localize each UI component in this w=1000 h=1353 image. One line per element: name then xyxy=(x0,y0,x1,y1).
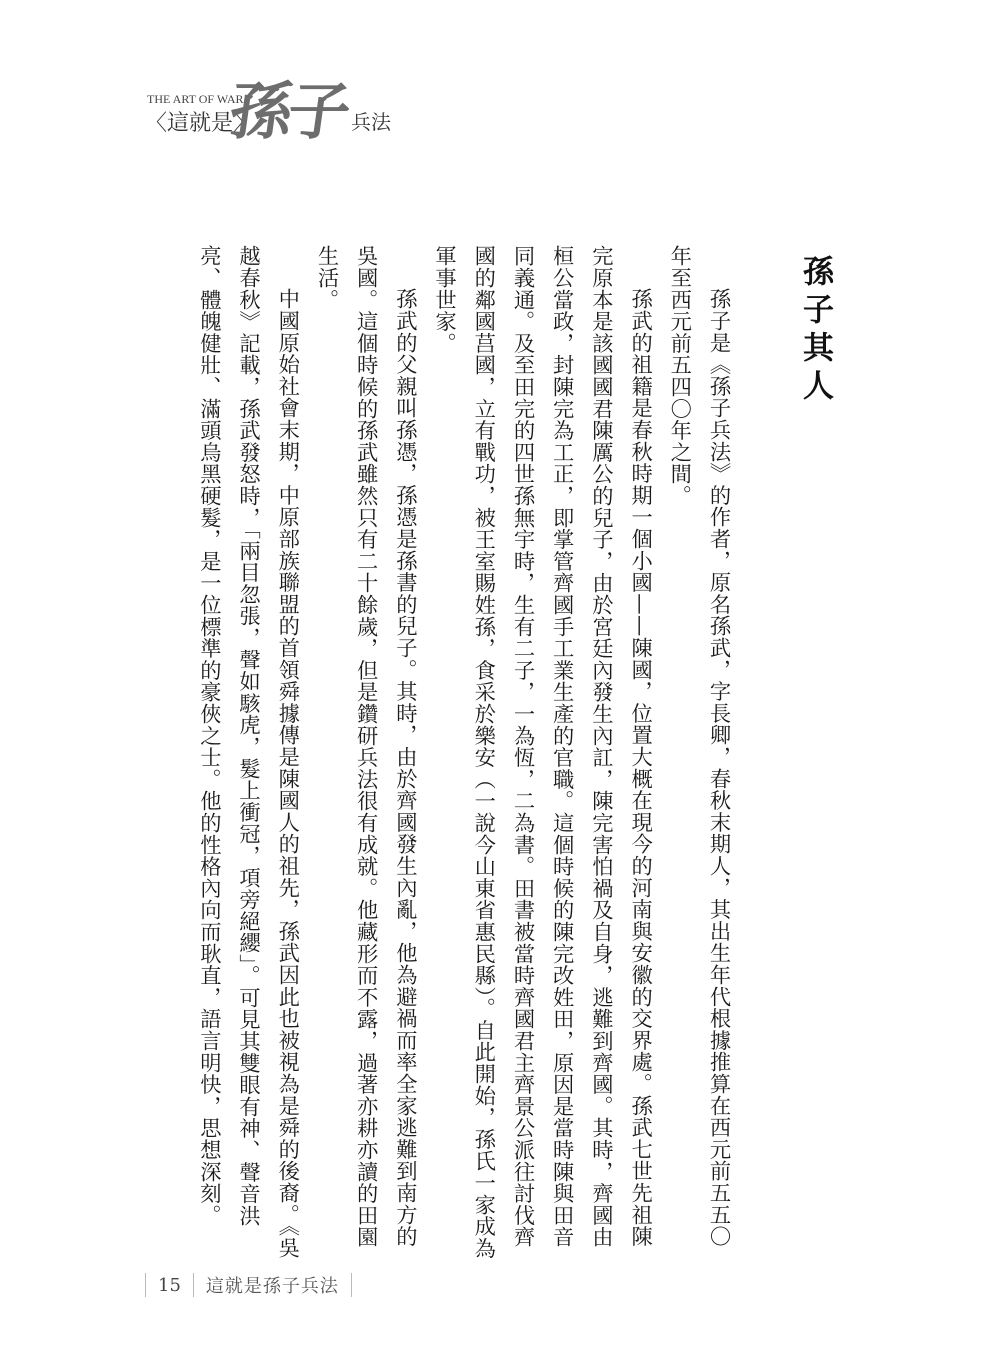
footer-book-title: 這就是孫子兵法 xyxy=(205,1276,339,1297)
footer-divider xyxy=(351,1273,352,1297)
logo-small-text: 兵法 xyxy=(351,110,391,134)
book-logo xyxy=(145,62,405,152)
logo-calligraphy-text: 孫子 xyxy=(225,75,352,148)
paragraph: 孫子是《孫子兵法》的作者，原名孫武，字長卿，春秋末期人，其出生年代根據推算在西元前五五〇年至西元前五四〇年之間。 xyxy=(666,245,731,1247)
chapter-title: 孫子其人 xyxy=(797,255,833,407)
page-number: 15 xyxy=(158,1274,181,1296)
paragraph: 中國原始社會末期，中原部族聯盟的首領舜據傳是陳國人的祖先，孫武因此也被視為是舜的後裔。《吳越春秋》記載，孫武發怒時，「兩目忽張，聲如駭虎，髮上衝冠，項旁絕纓」。可見其雙眼有神、聲音洪亮、體魄健壯、滿頭烏黑硬髮，是一位標準的豪俠之士。他的性格內向而耿直，語言明快，思想深刻。 xyxy=(196,245,300,1258)
logo-left-text: 〈這就是〉 xyxy=(145,111,256,136)
paragraph: 孫武的祖籍是春秋時期一個小國——陳國，位置大概在現今的河南與安徽的交界處。孫武七世先祖陳完原本是該國國君陳厲公的兒子，由於宮廷內發生內訌，陳完害怕禍及自身，逃難到齊國。其時，齊國由桓公當政，封陳完為工正，即掌管齊國手工業生產的官職。這個時候的陳完改姓田，原因是當時陳與田音同義通。及至田完的四世孫無宇時，生有二子，一為恆，二為書。田書被當時齊國君主齊景公派往討伐齊國的鄰國莒國，立有戰功，被王室賜姓孫，食采於樂安（一說今山東省惠民縣）。自此開始，孫氏一家成為軍事世家。 xyxy=(431,245,653,1259)
page-footer xyxy=(145,1270,352,1300)
paragraph: 孫武的父親叫孫憑，孫憑是孫書的兒子。其時，由於齊國發生內亂，他為避禍而率全家逃難到南方的吳國。這個時候的孫武雖然只有二十餘歲，但是鑽研兵法很有成就。他藏形而不露，過著亦耕亦讀的田園生活。 xyxy=(313,245,418,1248)
body-text xyxy=(148,245,738,1265)
logo-english-text: THE ART OF WAR xyxy=(147,92,244,106)
